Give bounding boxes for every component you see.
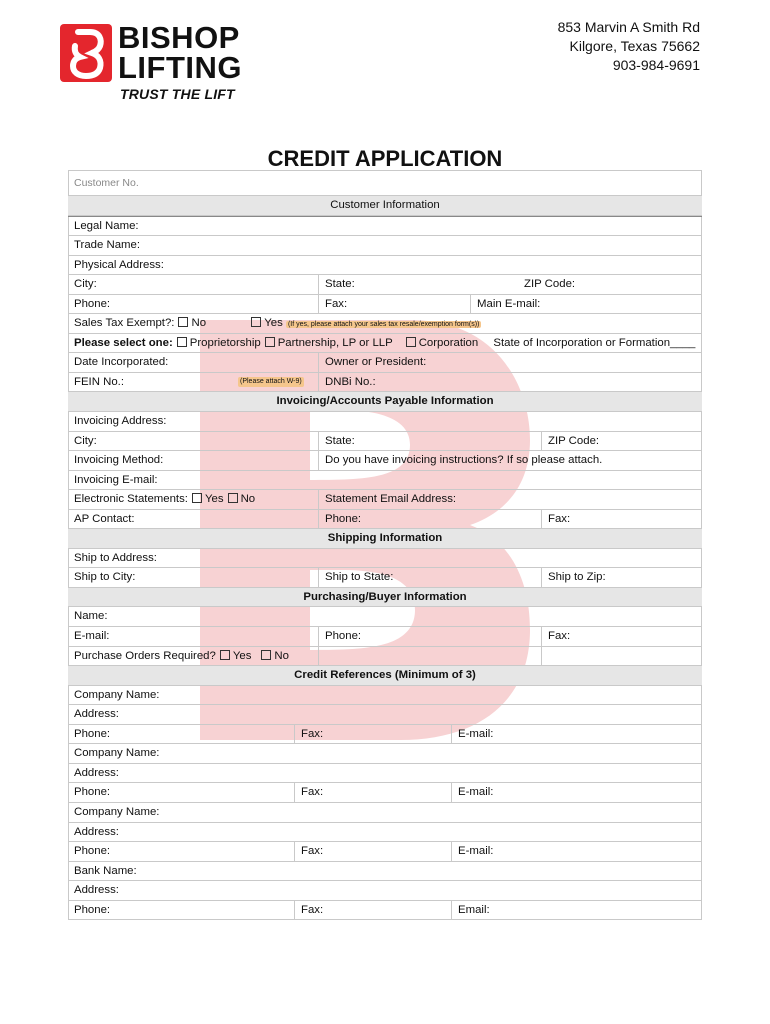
electronic-statements-cell bbox=[68, 490, 318, 509]
ap-contact-row bbox=[68, 510, 702, 530]
ref3-contact-row bbox=[68, 842, 702, 862]
invoicing-instructions-label: Do you have invoicing instructions? If so please attach. bbox=[318, 451, 702, 470]
po-yes-checkbox[interactable] bbox=[220, 650, 230, 660]
ref2-company-field[interactable]: Company Name: bbox=[74, 747, 160, 760]
form-title: CREDIT APPLICATION bbox=[267, 146, 503, 171]
sales-tax-row bbox=[68, 314, 702, 334]
ref1-address-row bbox=[68, 705, 702, 725]
buyer-fax-field[interactable]: Fax: bbox=[541, 627, 702, 646]
po-required-row bbox=[68, 647, 702, 667]
main-email-field[interactable]: Main E-mail: bbox=[470, 295, 702, 314]
invoicing-address-field[interactable]: Invoicing Address: bbox=[74, 415, 167, 428]
invoicing-city-field[interactable]: City: bbox=[74, 434, 97, 447]
ship-city-field[interactable]: Ship to City: bbox=[74, 571, 136, 584]
state-incorporation-field[interactable]: State of Incorporation or Formation____ bbox=[493, 336, 696, 349]
section-shipping: Shipping Information bbox=[68, 529, 702, 549]
statement-email-field[interactable]: Statement Email Address: bbox=[318, 490, 702, 509]
electronic-statements-row bbox=[68, 490, 702, 510]
brand-name-line1: BISHOP bbox=[118, 20, 240, 55]
date-incorporated-field[interactable]: Date Incorporated: bbox=[74, 356, 169, 369]
address-line2: Kilgore, Texas 75662 bbox=[569, 38, 700, 54]
ref1-company-row bbox=[68, 686, 702, 706]
physical-address-row bbox=[68, 256, 702, 276]
sales-tax-cell bbox=[68, 314, 702, 333]
ship-address-row bbox=[68, 549, 702, 569]
ref1-fax-field[interactable]: Fax: bbox=[294, 725, 451, 744]
po-required-cell bbox=[68, 647, 318, 666]
customer-no-field[interactable]: Customer No. bbox=[74, 177, 139, 189]
invoicing-email-field[interactable]: Invoicing E-mail: bbox=[74, 473, 158, 486]
ap-phone-field[interactable]: Phone: bbox=[318, 510, 541, 529]
trade-name-row bbox=[68, 236, 702, 256]
po-required-label: Purchase Orders Required? bbox=[74, 649, 216, 662]
po-no-label: No bbox=[274, 649, 289, 662]
section-invoicing: Invoicing/Accounts Payable Information bbox=[68, 392, 702, 412]
city-field[interactable]: City: bbox=[74, 278, 97, 291]
corporation-checkbox[interactable] bbox=[406, 337, 416, 347]
ref2-fax-field[interactable]: Fax: bbox=[294, 783, 451, 802]
po-no-checkbox[interactable] bbox=[261, 650, 271, 660]
zip-field[interactable]: ZIP Code: bbox=[524, 278, 576, 291]
ship-state-field[interactable]: Ship to State: bbox=[318, 568, 541, 587]
brand-tagline: TRUST THE LIFT bbox=[120, 86, 235, 102]
legal-name-field[interactable]: Legal Name: bbox=[74, 219, 139, 232]
po-empty-cell-2 bbox=[541, 647, 702, 666]
partnership-checkbox[interactable] bbox=[265, 337, 275, 347]
physical-address-field[interactable]: Physical Address: bbox=[74, 258, 164, 271]
po-empty-cell bbox=[318, 647, 541, 666]
invoicing-city-row bbox=[68, 432, 702, 452]
ref1-company-field[interactable]: Company Name: bbox=[74, 688, 160, 701]
phone-field[interactable]: Phone: bbox=[74, 297, 111, 310]
invoicing-zip-field[interactable]: ZIP Code: bbox=[541, 432, 702, 451]
state-field[interactable]: State: bbox=[318, 275, 518, 294]
sales-tax-yes-label: Yes bbox=[264, 317, 283, 330]
bank-fax-field[interactable]: Fax: bbox=[294, 901, 451, 920]
electronic-no-checkbox[interactable] bbox=[228, 493, 238, 503]
ref3-address-field[interactable]: Address: bbox=[74, 825, 119, 838]
owner-field[interactable]: Owner or President: bbox=[318, 353, 702, 372]
address-phone: 903-984-9691 bbox=[612, 57, 700, 73]
fein-field[interactable] bbox=[68, 373, 318, 392]
ref3-company-field[interactable]: Company Name: bbox=[74, 805, 160, 818]
ref1-phone-field[interactable]: Phone: bbox=[74, 727, 111, 740]
po-yes-label: Yes bbox=[232, 649, 252, 662]
ref2-phone-field[interactable]: Phone: bbox=[74, 786, 111, 799]
ship-zip-field[interactable]: Ship to Zip: bbox=[541, 568, 702, 587]
sales-tax-no-label: No bbox=[191, 317, 207, 330]
buyer-name-field[interactable]: Name: bbox=[74, 610, 108, 623]
dnbi-field[interactable]: DNBi No.: bbox=[318, 373, 702, 392]
ref3-fax-field[interactable]: Fax: bbox=[294, 842, 451, 861]
ship-address-field[interactable]: Ship to Address: bbox=[74, 551, 157, 564]
buyer-email-field[interactable]: E-mail: bbox=[74, 630, 110, 643]
ref3-address-row bbox=[68, 823, 702, 843]
customer-no-row bbox=[68, 170, 702, 196]
date-owner-row bbox=[68, 353, 702, 373]
company-logo bbox=[60, 20, 260, 104]
sales-tax-no-checkbox[interactable] bbox=[178, 317, 188, 327]
city-state-zip-row bbox=[68, 275, 702, 295]
buyer-name-row bbox=[68, 607, 702, 627]
invoicing-method-row bbox=[68, 451, 702, 471]
proprietorship-label: Proprietorship bbox=[189, 336, 261, 349]
w9-note: (Please attach W-9) bbox=[240, 377, 302, 385]
ref3-email-field[interactable]: E-mail: bbox=[451, 842, 702, 861]
ref2-address-field[interactable]: Address: bbox=[74, 766, 119, 779]
ref2-contact-row bbox=[68, 783, 702, 803]
ref1-contact-row bbox=[68, 725, 702, 745]
electronic-statements-label: Electronic Statements: bbox=[74, 493, 188, 506]
ref1-address-field[interactable]: Address: bbox=[74, 708, 119, 721]
sales-tax-note: (If yes, please attach your sales tax resale/exemption form(s)) bbox=[287, 321, 480, 329]
ref3-phone-field[interactable]: Phone: bbox=[74, 845, 111, 858]
brand-name-line2: LIFTING bbox=[118, 50, 243, 85]
ref2-email-field[interactable]: E-mail: bbox=[451, 783, 702, 802]
section-customer-info: Customer Information bbox=[68, 196, 702, 216]
invoicing-address-row bbox=[68, 412, 702, 432]
section-purchasing: Purchasing/Buyer Information bbox=[68, 588, 702, 608]
bank-name-field[interactable]: Bank Name: bbox=[74, 864, 137, 877]
bank-name-row bbox=[68, 862, 702, 882]
legal-name-row bbox=[68, 216, 702, 237]
company-address bbox=[558, 18, 700, 75]
invoicing-state-field[interactable]: State: bbox=[318, 432, 541, 451]
ref2-company-row bbox=[68, 744, 702, 764]
ship-city-row bbox=[68, 568, 702, 588]
bank-email-field[interactable]: Email: bbox=[451, 901, 702, 920]
address-line1: 853 Marvin A Smith Rd bbox=[557, 19, 700, 35]
ap-contact-field[interactable]: AP Contact: bbox=[74, 512, 135, 525]
select-one-label: Please select one: bbox=[74, 336, 173, 349]
credit-application-form bbox=[68, 170, 702, 920]
ref3-company-row bbox=[68, 803, 702, 823]
ap-fax-field[interactable]: Fax: bbox=[541, 510, 702, 529]
proprietorship-checkbox[interactable] bbox=[177, 337, 187, 347]
buyer-email-row bbox=[68, 627, 702, 647]
logo-mark-icon bbox=[60, 24, 112, 82]
entity-type-row bbox=[68, 334, 702, 354]
partnership-label: Partnership, LP or LLP bbox=[277, 336, 393, 349]
fein-dnbi-row bbox=[68, 373, 702, 393]
sales-tax-label: Sales Tax Exempt?: bbox=[74, 317, 175, 330]
invoicing-email-row bbox=[68, 471, 702, 491]
phone-fax-email-row bbox=[68, 295, 702, 315]
bank-address-field[interactable]: Address: bbox=[74, 884, 119, 897]
electronic-yes-checkbox[interactable] bbox=[192, 493, 202, 503]
section-credit-references: Credit References (Minimum of 3) bbox=[68, 666, 702, 686]
fax-field[interactable]: Fax: bbox=[318, 295, 470, 314]
electronic-yes-label: Yes bbox=[204, 493, 224, 506]
ref1-email-field[interactable]: E-mail: bbox=[451, 725, 702, 744]
bank-phone-field[interactable]: Phone: bbox=[74, 903, 111, 916]
ref2-address-row bbox=[68, 764, 702, 784]
trade-name-field[interactable]: Trade Name: bbox=[74, 239, 141, 252]
electronic-no-label: No bbox=[240, 493, 256, 506]
corporation-label: Corporation bbox=[418, 336, 479, 349]
bank-address-row bbox=[68, 881, 702, 901]
sales-tax-yes-checkbox[interactable] bbox=[251, 317, 261, 327]
bank-contact-row bbox=[68, 901, 702, 921]
invoicing-method-field[interactable]: Invoicing Method: bbox=[74, 454, 164, 467]
buyer-phone-field[interactable]: Phone: bbox=[318, 627, 541, 646]
entity-type-cell bbox=[68, 334, 702, 353]
fein-label: FEIN No.: bbox=[74, 375, 125, 388]
